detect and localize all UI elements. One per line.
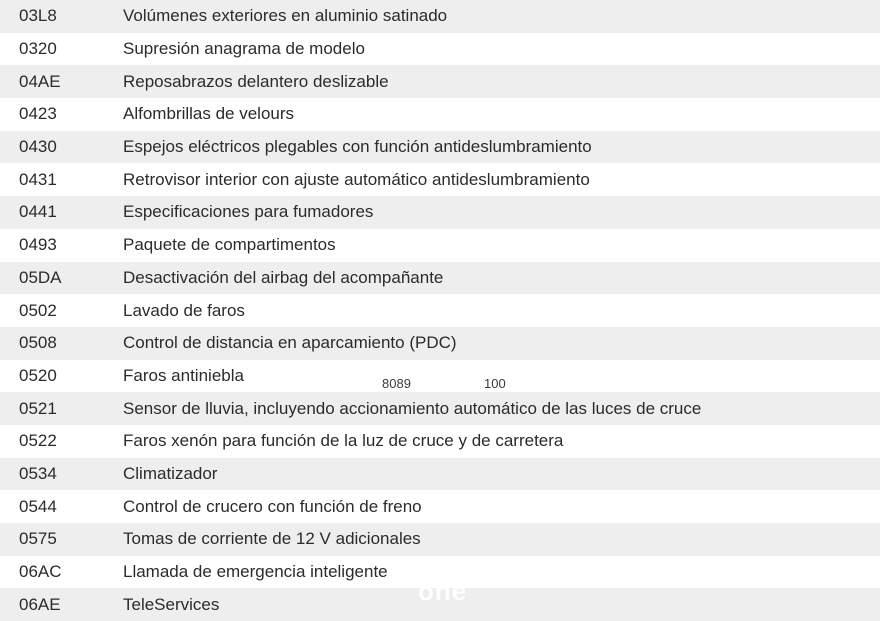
table-row: [0, 262, 880, 295]
option-description: Paquete de compartimentos: [123, 235, 336, 255]
table-row: [0, 0, 880, 33]
table-row: [0, 392, 880, 425]
table-row: [0, 65, 880, 98]
option-code: 0441: [19, 202, 57, 222]
table-row: [0, 196, 880, 229]
table-row: [0, 458, 880, 491]
option-description: Faros antiniebla: [123, 365, 244, 385]
option-description: Llamada de emergencia inteligente: [123, 562, 388, 582]
watermark-number: 100: [484, 376, 506, 391]
option-description: Alfombrillas de velours: [123, 104, 295, 124]
option-code: 0508: [19, 333, 57, 353]
option-code: 06AC: [19, 562, 62, 582]
option-code: 0431: [19, 169, 57, 189]
option-description: Tomas de corriente de 12 V adicionales: [123, 529, 421, 549]
option-description: Desactivación del airbag del acompañante: [123, 267, 444, 287]
option-code: 0521: [19, 398, 57, 418]
option-code: 0320: [19, 39, 57, 59]
option-description: Control de distancia en aparcamiento (PDC): [123, 333, 457, 353]
table-row: [0, 163, 880, 196]
option-description: Faros xenón para función de la luz de cruce y de carretera: [123, 431, 564, 451]
option-code: 0575: [19, 529, 57, 549]
table-row: [0, 131, 880, 164]
option-code: 0430: [19, 137, 57, 157]
table-row: [0, 98, 880, 131]
option-description: Volúmenes exteriores en aluminio satinado: [123, 6, 448, 26]
option-description: Lavado de faros: [123, 300, 245, 320]
option-code: 0544: [19, 496, 57, 516]
watermark-number: 8089: [382, 376, 411, 391]
option-code: 0520: [19, 365, 57, 385]
option-code: 0423: [19, 104, 57, 124]
option-description: Control de crucero con función de freno: [123, 496, 422, 516]
option-description: Sensor de lluvia, incluyendo accionamiento automático de las luces de cruce: [123, 398, 702, 418]
table-row: [0, 360, 880, 393]
option-description: Climatizador: [123, 463, 218, 483]
table-row: [0, 33, 880, 66]
option-code: 0502: [19, 300, 57, 320]
option-code: 0493: [19, 235, 57, 255]
watermark-logo: one: [418, 576, 468, 606]
option-description: Reposabrazos delantero deslizable: [123, 71, 389, 91]
option-code: 03L8: [19, 6, 57, 26]
table-row: [0, 523, 880, 556]
option-code: 0522: [19, 431, 57, 451]
table-row: [0, 327, 880, 360]
table-row: [0, 425, 880, 458]
table-row: [0, 229, 880, 262]
option-code: 05DA: [19, 267, 62, 287]
option-code: 06AE: [19, 594, 61, 614]
table-row: [0, 490, 880, 523]
option-description: Espejos eléctricos plegables con función antideslumbramiento: [123, 137, 592, 157]
option-code: 0534: [19, 463, 57, 483]
table-row: [0, 294, 880, 327]
option-description: Especificaciones para fumadores: [123, 202, 374, 222]
option-description: Retrovisor interior con ajuste automático antideslumbramiento: [123, 169, 590, 189]
option-description: Supresión anagrama de modelo: [123, 39, 365, 59]
option-description: TeleServices: [123, 594, 220, 614]
option-code: 04AE: [19, 71, 61, 91]
